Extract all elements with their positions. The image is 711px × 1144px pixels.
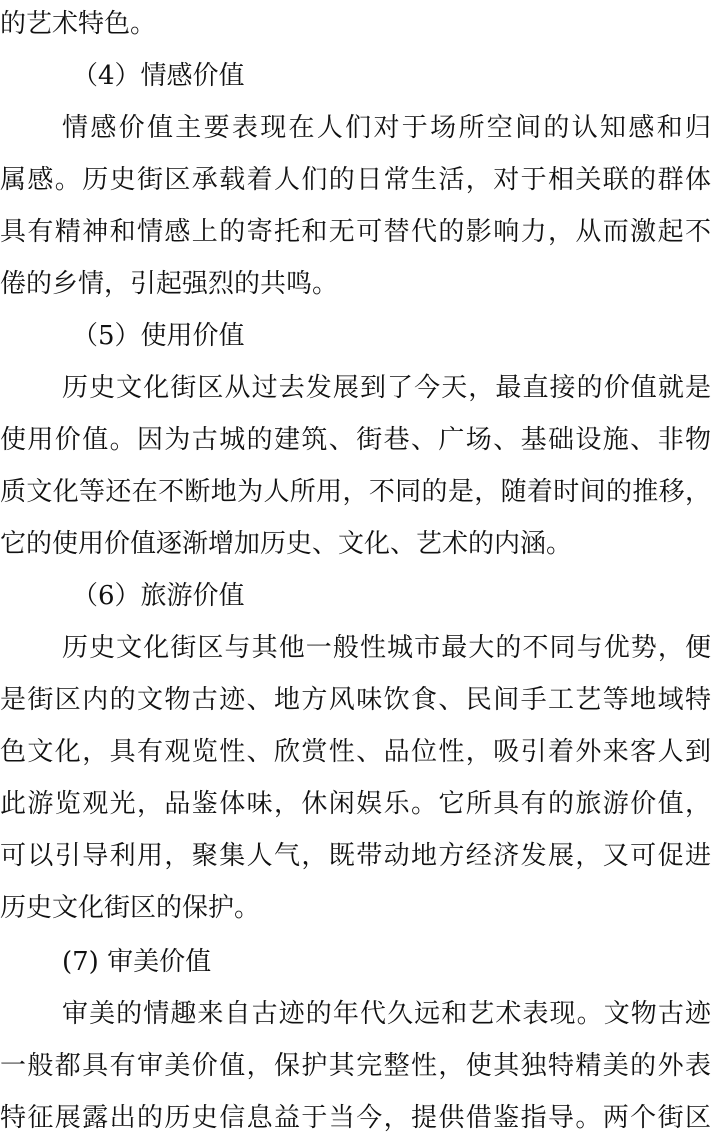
paragraph-line-22: 特征展露出的历史信息益于当今，提供借鉴指导。两个街区 (0, 1103, 711, 1133)
text-line-1: 的艺术特色。 (0, 9, 157, 39)
paragraph-line-21: 一般都具有审美价值，保护其完整性，使其独特精美的外表 (0, 1051, 711, 1081)
paragraph-line-8: 历史文化街区从过去发展到了今天，最直接的价值就是 (62, 373, 711, 403)
paragraph-line-13: 历史文化街区与其他一般性城市最大的不同与优势，便 (62, 633, 711, 663)
paragraph-line-11: 它的使用价值逐渐增加历史、文化、艺术的内涵。 (0, 529, 573, 559)
paragraph-line-5: 具有精神和情感上的寄托和无可替代的影响力，从而激起不 (0, 217, 711, 247)
paragraph-line-18: 历史文化街区的保护。 (0, 893, 261, 923)
paragraph-line-20: 审美的情趣来自古迹的年代久远和艺术表现。文物古迹 (62, 999, 711, 1029)
section-heading-4: （4）情感价值 (72, 61, 245, 91)
section-heading-6: （6）旅游价值 (72, 581, 245, 611)
paragraph-line-10: 质文化等还在不断地为人所用，不同的是，随着时间的推移， (0, 477, 711, 507)
paragraph-line-6: 倦的乡情，引起强烈的共鸣。 (0, 269, 339, 299)
paragraph-line-9: 使用价值。因为古城的建筑、街巷、广场、基础设施、非物 (0, 425, 711, 455)
paragraph-line-3: 情感价值主要表现在人们对于场所空间的认知感和归 (62, 113, 711, 143)
paragraph-line-14: 是街区内的文物古迹、地方风味饮食、民间手工艺等地域特 (0, 685, 711, 715)
section-heading-5: （5）使用价值 (72, 321, 245, 351)
paragraph-line-15: 色文化，具有观览性、欣赏性、品位性，吸引着外来客人到 (0, 737, 711, 767)
paragraph-line-17: 可以引导利用，聚集人气，既带动地方经济发展，又可促进 (0, 841, 711, 871)
paragraph-line-16: 此游览观光，品鉴体味，休闲娱乐。它所具有的旅游价值， (0, 789, 711, 819)
paragraph-line-4: 属感。历史街区承载着人们的日常生活，对于相关联的群体 (0, 165, 711, 195)
section-heading-7: (7) 审美价值 (62, 947, 212, 977)
